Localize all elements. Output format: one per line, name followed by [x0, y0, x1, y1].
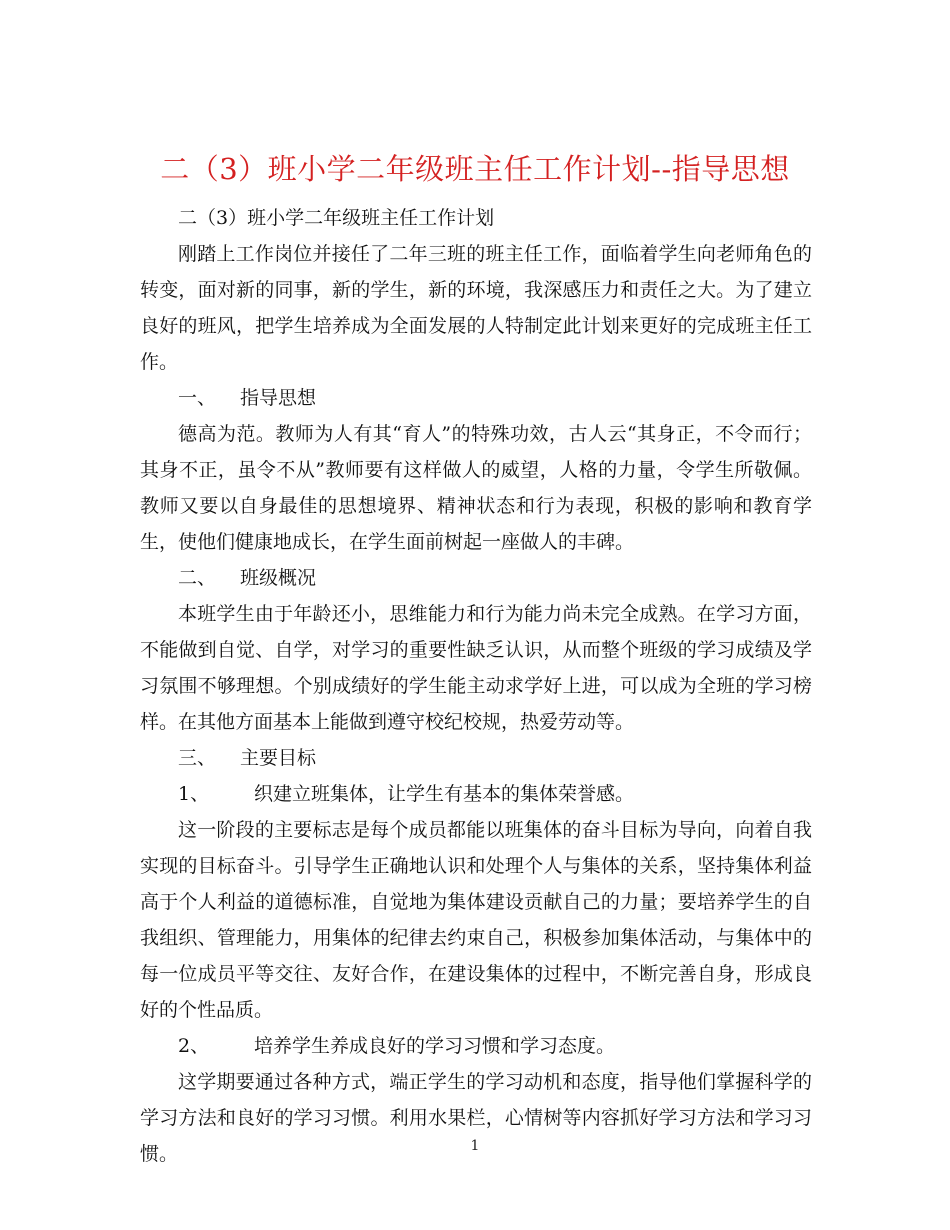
goal-title: 培养学生养成良好的学习习惯和学习态度。 — [254, 1035, 616, 1057]
subtitle: 二（3）班小学二年级班主任工作计划 — [178, 207, 495, 229]
goal-2-paragraph: 这学期要通过各种方式，端正学生的学习动机和态度，指导他们掌握科学的学习方法和良好的学习习惯。利用水果栏，心情树等内容抓好学习方法和学习习惯。 — [140, 1071, 812, 1165]
section-1-paragraph: 德高为范。教师为人有其“育人”的特殊功效，古人云“其身正，不令而行；其身不正，虽令不从”教师要有这样做人的威望，人格的力量，令学生所敬佩。教师又要以自身最佳的思想境界、精神状态和行为表现，积极的影响和教育学生，使他们健康地成长，在学生面前树起一座做人的丰碑。 — [140, 423, 812, 553]
goal-heading-1 — [140, 776, 812, 812]
goal-number: 2、 — [178, 1035, 210, 1057]
section-number: 二、 — [178, 567, 217, 589]
section-heading-3 — [140, 740, 812, 776]
goal-number: 1、 — [178, 783, 210, 805]
intro-paragraph: 刚踏上工作岗位并接任了二年三班的班主任工作，面临着学生向老师角色的转变，面对新的同事，新的学生，新的环境，我深感压力和责任之大。为了建立良好的班风，把学生培养成为全面发展的人特制定此计划来更好的完成班主任工作。 — [140, 243, 812, 373]
section-number: 三、 — [178, 747, 217, 769]
section-title: 主要目标 — [240, 747, 317, 769]
goal-title: 织建立班集体，让学生有基本的集体荣誉感。 — [254, 783, 635, 805]
page-number: 1 — [470, 1138, 480, 1154]
section-title: 班级概况 — [240, 567, 317, 589]
document-title: 二（3）班小学二年级班主任工作计划--指导思想 — [160, 152, 790, 187]
goal-1-paragraph: 这一阶段的主要标志是每个成员都能以班集体的奋斗目标为导向，向着自我实现的目标奋斗。引导学生正确地认识和处理个人与集体的关系，坚持集体利益高于个人利益的道德标准，自觉地为集体建设贡献自己的力量；要培养学生的自我组织、管理能力，用集体的纪律去约束自己，积极参加集体活动，与集体中的每一位成员平等交往、友好合作，在建设集体的过程中，不断完善自身，形成良好的个性品质。 — [140, 819, 812, 1021]
section-2-paragraph: 本班学生由于年龄还小，思维能力和行为能力尚未完全成熟。在学习方面，不能做到自觉、自学，对学习的重要性缺乏认识，从而整个班级的学习成绩及学习氛围不够理想。个别成绩好的学生能主动求学好上进，可以成为全班的学习榜样。在其他方面基本上能做到遵守校纪校规，热爱劳动等。 — [140, 603, 812, 733]
section-number: 一、 — [178, 387, 217, 409]
section-title: 指导思想 — [240, 387, 317, 409]
document-body — [140, 200, 812, 1172]
section-heading-2 — [140, 560, 812, 596]
section-heading-1 — [140, 380, 812, 416]
goal-heading-2 — [140, 1028, 812, 1064]
